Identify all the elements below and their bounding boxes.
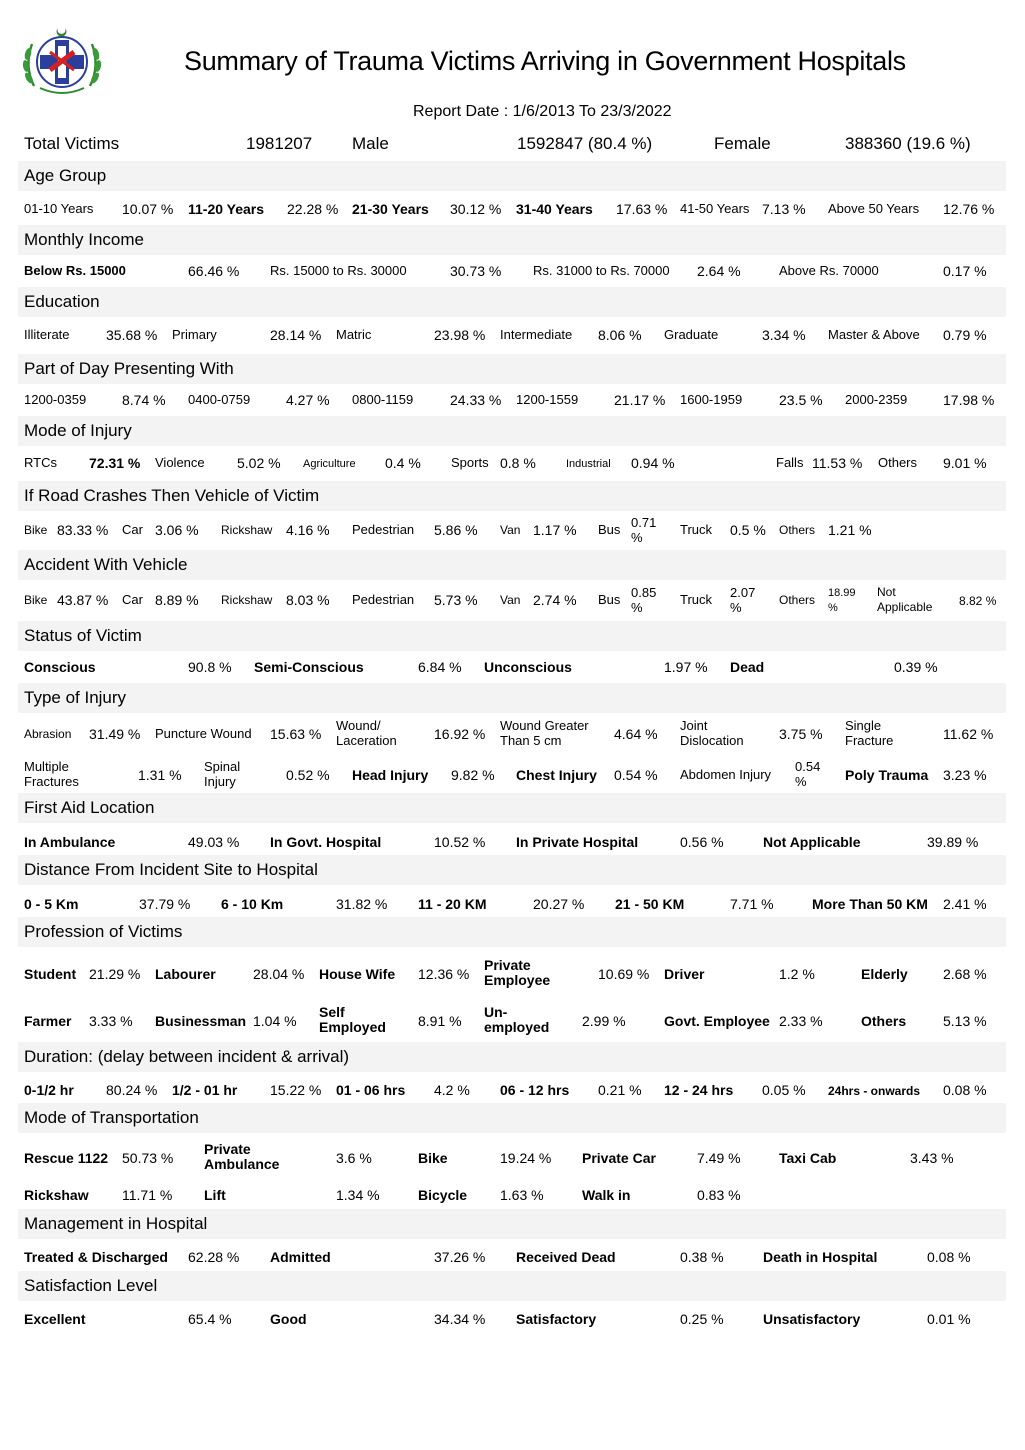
vehicle-label: Car <box>122 522 143 537</box>
duration-value: 80.24 % <box>106 1082 158 1098</box>
part-of-day-label: 0800-1159 <box>352 392 414 407</box>
status-value: 0.39 % <box>894 659 938 675</box>
part-of-day-label: 0400-0759 <box>188 392 251 407</box>
management-value: 0.38 % <box>680 1249 724 1265</box>
vehicle-label: Pedestrian <box>352 522 415 537</box>
injury-type-label: Head Injury <box>352 767 429 783</box>
mode-label: Industrial <box>566 458 611 470</box>
injury-type-label: Multiple Fractures <box>24 759 79 789</box>
injury-type-value: 16.92 % <box>434 726 486 742</box>
vehicle-value: 4.16 % <box>286 522 330 538</box>
accident-label: Bus <box>598 592 621 607</box>
injury-type-label: Puncture Wound <box>155 726 252 741</box>
injury-type-value: 1.31 % <box>138 767 182 783</box>
satisfaction-value: 0.25 % <box>680 1311 724 1327</box>
vehicle-value: 1.21 % <box>828 522 872 538</box>
injury-type-label: Single Fracture <box>845 718 894 748</box>
management-label: Treated & Discharged <box>24 1249 168 1265</box>
status-label: Semi-Conscious <box>254 659 364 675</box>
age-value: 17.63 % <box>616 201 668 217</box>
age-label: 11-20 Years <box>188 201 265 217</box>
accident-label: Pedestrian <box>352 592 415 607</box>
education-value: 0.79 % <box>943 327 987 343</box>
vehicle-label: Truck <box>680 522 713 537</box>
transport-value: 3.43 % <box>910 1150 954 1166</box>
accident-value: 8.03 % <box>286 592 330 608</box>
profession-value: 21.29 % <box>89 966 141 982</box>
distance-label: 0 - 5 Km <box>24 896 79 912</box>
age-value: 30.12 % <box>450 201 502 217</box>
profession-label: Govt. Employee <box>664 1013 770 1029</box>
duration-label: 24hrs - onwards <box>828 1084 921 1098</box>
section-type-of-injury: Type of Injury <box>18 683 1006 713</box>
transport-label: Bicycle <box>418 1187 468 1203</box>
status-label: Unconscious <box>484 659 572 675</box>
injury-type-value: 15.63 % <box>270 726 322 742</box>
report-title: Summary of Trauma Victims Arriving in Government Hospitals <box>184 46 906 76</box>
mode-value: 5.02 % <box>237 455 281 471</box>
section-satisfaction: Satisfaction Level <box>18 1271 1006 1301</box>
vehicle-value: 83.33 % <box>57 522 109 538</box>
education-value: 3.34 % <box>762 327 806 343</box>
male-label: Male <box>352 134 389 153</box>
mode-value: 0.94 % <box>631 455 675 471</box>
rescue-logo-emblem <box>20 22 104 100</box>
mode-label: Sports <box>451 455 489 470</box>
transport-label: Taxi Cab <box>779 1150 837 1166</box>
mode-label: Violence <box>155 455 205 470</box>
male-value: 1592847 (80.4 %) <box>517 134 653 153</box>
part-of-day-value: 4.27 % <box>286 392 330 408</box>
age-value: 12.76 % <box>943 201 995 217</box>
profession-label: Others <box>861 1013 907 1029</box>
duration-value: 0.08 % <box>943 1082 987 1098</box>
age-label: 31-40 Years <box>516 201 593 217</box>
section-distance: Distance From Incident Site to Hospital <box>18 855 1006 885</box>
accident-label: Not Applicable <box>877 585 933 614</box>
mode-label: Agriculture <box>303 458 356 470</box>
injury-type-value: 9.82 % <box>451 767 495 783</box>
injury-type-value: 0.54 % <box>614 767 658 783</box>
profession-value: 10.69 % <box>598 966 650 982</box>
total-victims-label: Total Victims <box>24 134 120 153</box>
mode-label: Others <box>878 455 918 470</box>
vehicle-value: 0.5 % <box>730 522 766 538</box>
injury-type-value: 11.62 % <box>943 726 994 742</box>
section-monthly-income: Monthly Income <box>18 225 1006 255</box>
profession-value: 1.2 % <box>779 966 815 982</box>
vehicle-label: Bus <box>598 522 621 537</box>
accident-label: Car <box>122 592 143 607</box>
age-label: 01-10 Years <box>24 201 94 216</box>
management-value: 37.26 % <box>434 1249 486 1265</box>
injury-type-value: 0.54 % <box>795 759 821 789</box>
transport-value: 0.83 % <box>697 1187 741 1203</box>
satisfaction-label: Unsatisfactory <box>763 1311 861 1327</box>
satisfaction-value: 34.34 % <box>434 1311 486 1327</box>
transport-value: 1.34 % <box>336 1187 380 1203</box>
education-label: Matric <box>336 327 372 342</box>
transport-value: 7.49 % <box>697 1150 741 1166</box>
transport-label: Bike <box>418 1150 448 1166</box>
injury-type-label: Wound Greater Than 5 cm <box>500 718 589 748</box>
first-aid-value: 39.89 % <box>927 834 979 850</box>
section-first-aid-location: First Aid Location <box>18 793 1006 823</box>
education-value: 23.98 % <box>434 327 486 343</box>
accident-value: 2.07 % <box>730 585 756 615</box>
income-value: 66.46 % <box>188 263 240 279</box>
profession-label: Un- employed <box>484 1004 550 1035</box>
income-label: Rs. 15000 to Rs. 30000 <box>270 263 407 278</box>
section-accident-with-vehicle: Accident With Vehicle <box>18 550 1006 580</box>
mode-value: 0.4 % <box>385 455 421 471</box>
vehicle-value: 1.17 % <box>533 522 577 538</box>
vehicle-value: 0.71 % <box>631 515 657 545</box>
age-value: 7.13 % <box>762 201 806 217</box>
satisfaction-label: Excellent <box>24 1311 86 1327</box>
status-label: Dead <box>730 659 765 675</box>
income-value: 2.64 % <box>697 263 741 279</box>
status-value: 1.97 % <box>664 659 708 675</box>
mode-label: Falls <box>776 455 804 470</box>
profession-value: 2.33 % <box>779 1013 823 1029</box>
accident-value: 43.87 % <box>57 592 109 608</box>
transport-label: Lift <box>204 1187 226 1203</box>
distance-label: 6 - 10 Km <box>221 896 284 912</box>
part-of-day-label: 2000-2359 <box>845 392 908 407</box>
status-value: 90.8 % <box>188 659 232 675</box>
part-of-day-value: 23.5 % <box>779 392 823 408</box>
age-value: 22.28 % <box>287 201 339 217</box>
transport-label: Private Ambulance <box>204 1141 280 1172</box>
first-aid-value: 49.03 % <box>188 834 240 850</box>
female-label: Female <box>714 134 771 153</box>
first-aid-label: Not Applicable <box>763 834 861 850</box>
part-of-day-label: 1600-1959 <box>680 392 743 407</box>
transport-label: Rickshaw <box>24 1187 89 1203</box>
distance-label: More Than 50 KM <box>812 896 928 912</box>
age-label: Above 50 Years <box>828 201 920 216</box>
profession-value: 28.04 % <box>253 966 305 982</box>
accident-value: 18.99 % <box>828 587 856 614</box>
vehicle-label: Others <box>779 523 816 537</box>
part-of-day-value: 8.74 % <box>122 392 166 408</box>
injury-type-label: Poly Trauma <box>845 767 929 783</box>
first-aid-value: 10.52 % <box>434 834 486 850</box>
injury-type-label: Wound/ Laceration <box>336 718 397 748</box>
profession-value: 3.33 % <box>89 1013 133 1029</box>
mode-label: RTCs <box>24 455 57 470</box>
duration-label: 0-1/2 hr <box>24 1082 74 1098</box>
female-value: 388360 (19.6 %) <box>845 134 971 153</box>
section-duration: Duration: (delay between incident & arrival) <box>18 1042 1006 1072</box>
management-value: 0.08 % <box>927 1249 971 1265</box>
first-aid-label: In Private Hospital <box>516 834 639 850</box>
transport-value: 3.6 % <box>336 1150 372 1166</box>
income-label: Above Rs. 70000 <box>779 263 879 278</box>
education-value: 28.14 % <box>270 327 322 343</box>
profession-value: 1.04 % <box>253 1013 297 1029</box>
duration-value: 4.2 % <box>434 1082 470 1098</box>
vehicle-value: 5.86 % <box>434 522 478 538</box>
accident-value: 2.74 % <box>533 592 577 608</box>
accident-value: 8.82 % <box>959 594 997 608</box>
distance-label: 11 - 20 KM <box>418 896 487 912</box>
accident-label: Others <box>779 593 816 607</box>
first-aid-label: In Govt. Hospital <box>270 834 382 850</box>
distance-value: 7.71 % <box>730 896 774 912</box>
duration-value: 0.21 % <box>598 1082 642 1098</box>
mode-value: 0.8 % <box>500 455 536 471</box>
accident-value: 8.89 % <box>155 592 199 608</box>
report-date: Report Date : 1/6/2013 To 23/3/2022 <box>413 103 672 120</box>
duration-value: 15.22 % <box>270 1082 322 1098</box>
injury-type-value: 0.52 % <box>286 767 330 783</box>
education-label: Primary <box>172 327 217 342</box>
vehicle-value: 3.06 % <box>155 522 199 538</box>
mode-value: 9.01 % <box>943 455 987 471</box>
profession-label: Student <box>24 966 77 982</box>
profession-value: 12.36 % <box>418 966 470 982</box>
part-of-day-label: 1200-1559 <box>516 392 579 407</box>
injury-type-label: Abrasion <box>24 727 72 741</box>
vehicle-label: Rickshaw <box>221 523 273 537</box>
education-label: Graduate <box>664 327 719 342</box>
income-label: Rs. 31000 to Rs. 70000 <box>533 263 670 278</box>
injury-type-label: Joint Dislocation <box>680 718 744 748</box>
age-label: 41-50 Years <box>680 201 750 216</box>
accident-label: Van <box>500 593 521 607</box>
transport-label: Rescue 1122 <box>24 1150 109 1166</box>
duration-label: 12 - 24 hrs <box>664 1082 734 1098</box>
distance-value: 37.79 % <box>139 896 191 912</box>
section-mode-of-injury: Mode of Injury <box>18 416 1006 446</box>
first-aid-label: In Ambulance <box>24 834 116 850</box>
duration-value: 0.05 % <box>762 1082 806 1098</box>
age-value: 10.07 % <box>122 201 174 217</box>
profession-label: Labourer <box>155 966 216 982</box>
injury-type-value: 3.23 % <box>943 767 987 783</box>
satisfaction-label: Good <box>270 1311 307 1327</box>
profession-value: 8.91 % <box>418 1013 462 1029</box>
education-label: Master & Above <box>828 327 920 342</box>
profession-label: Farmer <box>24 1013 72 1029</box>
part-of-day-value: 17.98 % <box>943 392 995 408</box>
profession-label: Self Employed <box>319 1004 386 1035</box>
management-label: Received Dead <box>516 1249 616 1265</box>
vehicle-label: Bike <box>24 523 48 537</box>
mode-value: 72.31 % <box>89 455 141 471</box>
accident-label: Truck <box>680 592 713 607</box>
injury-type-label: Chest Injury <box>516 767 597 783</box>
income-value: 30.73 % <box>450 263 502 279</box>
profession-label: Private Employee <box>484 957 551 988</box>
status-label: Conscious <box>24 659 96 675</box>
distance-value: 2.41 % <box>943 896 987 912</box>
duration-label: 01 - 06 hrs <box>336 1082 406 1098</box>
education-label: Intermediate <box>500 327 573 342</box>
satisfaction-value: 0.01 % <box>927 1311 971 1327</box>
duration-label: 1/2 - 01 hr <box>172 1082 238 1098</box>
part-of-day-label: 1200-0359 <box>24 392 87 407</box>
part-of-day-value: 21.17 % <box>614 392 666 408</box>
section-age-group: Age Group <box>18 161 1006 191</box>
income-label: Below Rs. 15000 <box>24 263 126 278</box>
transport-value: 11.71 % <box>122 1187 173 1203</box>
section-vehicle-of-victim: If Road Crashes Then Vehicle of Victim <box>18 481 1006 511</box>
profession-label: Elderly <box>861 966 908 982</box>
section-part-of-day: Part of Day Presenting With <box>18 354 1006 384</box>
injury-type-label: Abdomen Injury <box>680 767 772 782</box>
management-value: 62.28 % <box>188 1249 240 1265</box>
section-transportation: Mode of Transportation <box>18 1103 1006 1133</box>
education-label: Illiterate <box>24 327 70 342</box>
education-value: 35.68 % <box>106 327 158 343</box>
profession-label: Driver <box>664 966 705 982</box>
satisfaction-value: 65.4 % <box>188 1311 232 1327</box>
income-value: 0.17 % <box>943 263 987 279</box>
section-status-of-victim: Status of Victim <box>18 621 1006 651</box>
injury-type-value: 4.64 % <box>614 726 658 742</box>
section-management: Management in Hospital <box>18 1209 1006 1239</box>
status-value: 6.84 % <box>418 659 462 675</box>
injury-type-value: 3.75 % <box>779 726 823 742</box>
transport-value: 1.63 % <box>500 1187 544 1203</box>
first-aid-value: 0.56 % <box>680 834 724 850</box>
education-value: 8.06 % <box>598 327 642 343</box>
injury-type-label: Spinal Injury <box>204 759 241 789</box>
part-of-day-value: 24.33 % <box>450 392 502 408</box>
accident-label: Rickshaw <box>221 593 273 607</box>
profession-value: 2.68 % <box>943 966 987 982</box>
profession-value: 2.99 % <box>582 1013 626 1029</box>
profession-label: House Wife <box>319 966 396 982</box>
age-label: 21-30 Years <box>352 201 429 217</box>
management-label: Death in Hospital <box>763 1249 878 1265</box>
section-education: Education <box>18 287 1006 317</box>
injury-type-value: 31.49 % <box>89 726 141 742</box>
accident-value: 0.85 % <box>631 585 657 615</box>
transport-value: 19.24 % <box>500 1150 552 1166</box>
profession-label: Businessman <box>155 1013 247 1029</box>
total-victims-value: 1981207 <box>246 134 313 153</box>
transport-value: 50.73 % <box>122 1150 174 1166</box>
distance-label: 21 - 50 KM <box>615 896 685 912</box>
transport-label: Private Car <box>582 1150 656 1166</box>
accident-label: Bike <box>24 593 48 607</box>
distance-value: 31.82 % <box>336 896 388 912</box>
management-label: Admitted <box>270 1249 331 1265</box>
satisfaction-label: Satisfactory <box>516 1311 597 1327</box>
accident-value: 5.73 % <box>434 592 478 608</box>
mode-value: 11.53 % <box>812 455 863 471</box>
transport-label: Walk in <box>582 1187 631 1203</box>
distance-value: 20.27 % <box>533 896 585 912</box>
profession-value: 5.13 % <box>943 1013 987 1029</box>
section-profession: Profession of Victims <box>18 917 1006 947</box>
vehicle-label: Van <box>500 523 521 537</box>
duration-label: 06 - 12 hrs <box>500 1082 570 1098</box>
